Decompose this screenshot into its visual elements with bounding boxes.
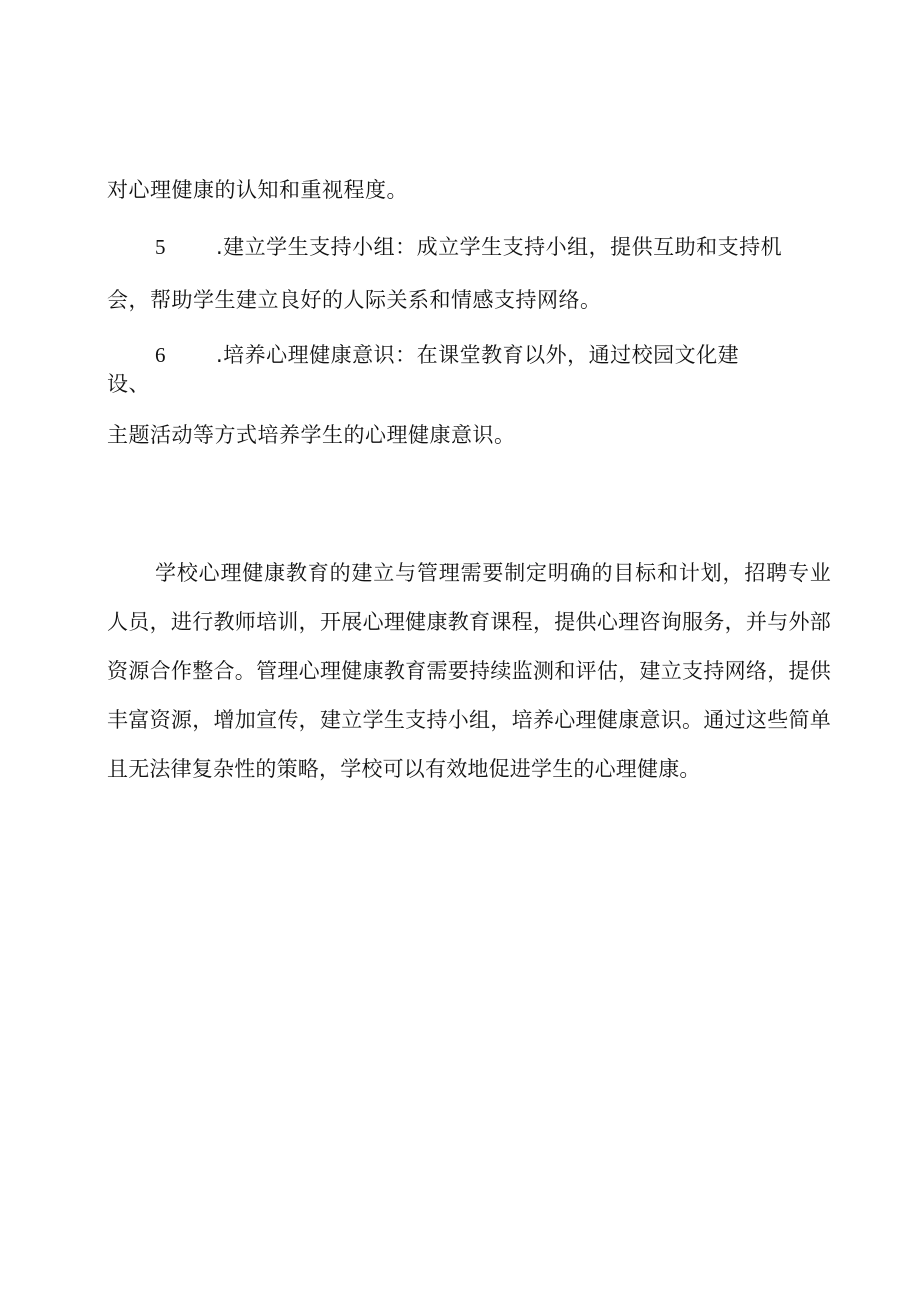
- list-item-6-continuation-1: 设、: [107, 372, 150, 396]
- summary-paragraph: 学校心理健康教育的建立与管理需要制定明确的目标和计划，招聘专业人员，进行教师培训，开展心理健康教育课程，提供心理咨询服务，并与外部资源合作整合。管理心理健康教育需要持续监测和评估，建立支持网络，提供丰富资源，增加宣传，建立学生支持小组，培养心理健康意识。通过这些简单且无法律复杂性的策略，学校可以有效地促进学生的心理健康。: [107, 561, 831, 781]
- text-line-continuation: 对心理健康的认知和重视程度。: [107, 178, 408, 202]
- list-item-5-text: .建立学生支持小组：成立学生支持小组，提供互助和支持机: [216, 235, 783, 259]
- list-item-5-continuation: 会，帮助学生建立良好的人际关系和情感支持网络。: [107, 288, 602, 312]
- list-number-6: 6: [155, 343, 166, 367]
- list-item-6-continuation-2: 主题活动等方式培养学生的心理健康意识。: [107, 423, 516, 447]
- list-number-5: 5: [155, 235, 166, 259]
- list-item-6-text: .培养心理健康意识：在课堂教育以外，通过校园文化建: [216, 343, 740, 367]
